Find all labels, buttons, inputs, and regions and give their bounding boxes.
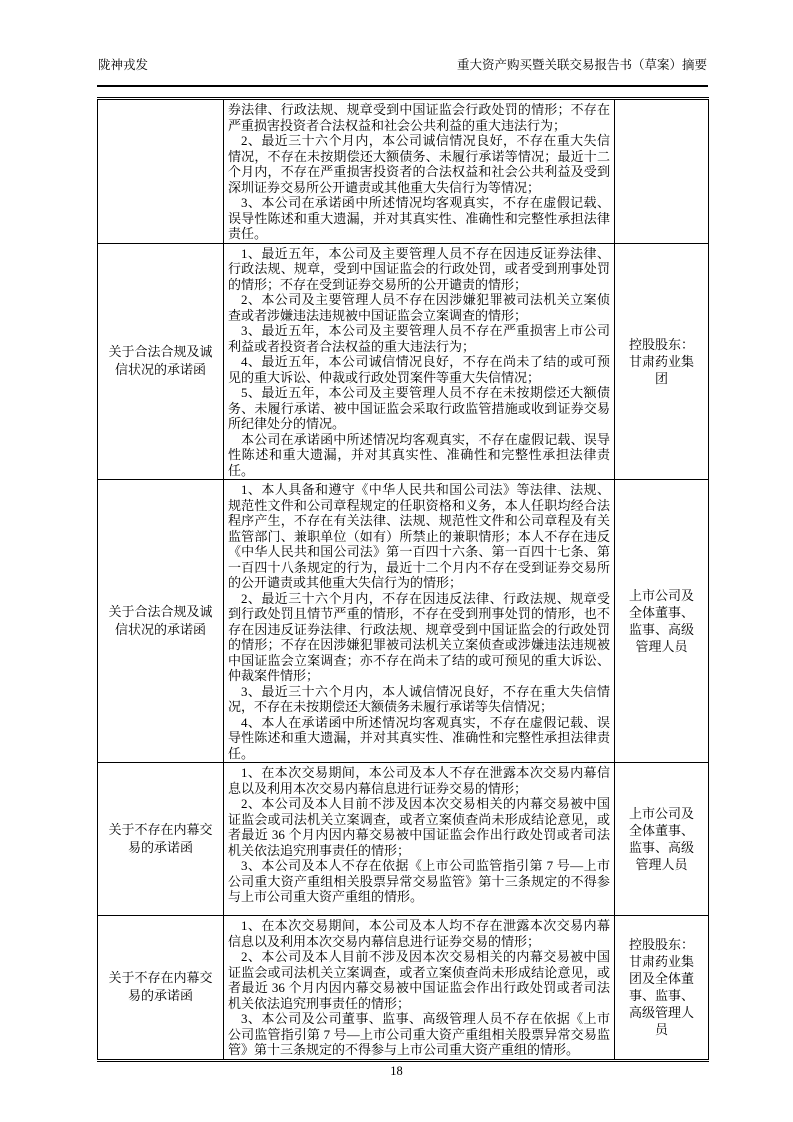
header-divider (97, 85, 708, 87)
commitment-party-cell: 上市公司及全体董事、监事、高级管理人员 (615, 763, 709, 916)
commitment-label-cell (98, 99, 224, 244)
commitment-paragraph: 3、本公司在承诺函中所述情况均客观真实，不存在虚假记载、误导性陈述和重大遗漏，并对其真实性、准确性和完整性承担法律责任。 (228, 195, 610, 241)
header-company-name: 陇神戎发 (98, 58, 149, 72)
commitment-content-cell (224, 99, 615, 244)
commitment-paragraph: 2、本公司及本人目前不涉及因本次交易相关的内幕交易被中国证监会或司法机关立案调查，或者立案侦查尚未形成结论意见，或者最近 36 个月内因内幕交易被中国证监会作出行政处罚或者司法机关依法追究刑事责任的情形； (228, 796, 610, 858)
commitment-paragraph: 券法律、行政法规、规章受到中国证监会行政处罚的情形；不存在严重损害投资者合法权益和社会公共利益的重大违法行为； (228, 102, 610, 133)
commitment-party-cell (615, 99, 709, 244)
page-footer (0, 1064, 793, 1079)
table-row-compliance-controlling-shareholder (98, 243, 709, 480)
commitment-content-cell (224, 763, 615, 916)
commitment-label-cell: 关于合法合规及诚信状况的承诺函 (98, 243, 224, 480)
commitment-paragraph: 1、最近五年，本公司及主要管理人员不存在因违反证券法律、行政法规、规章，受到中国证监会的行政处罚，或者受到刑事处罚的情形；不存在受到证券交易所的公开谴责的情形； (228, 245, 610, 292)
commitment-label-cell: 关于合法合规及诚信状况的承诺函 (98, 480, 224, 763)
header-document-title: 重大资产购买暨关联交易报告书（草案）摘要 (456, 58, 707, 72)
page-header (98, 57, 707, 73)
commitment-content-cell (224, 243, 615, 480)
commitment-paragraph: 3、本公司及本人不存在依据《上市公司监管指引第 7 号—上市公司重大资产重组相关股票异常交易监管》第十三条规定的不得参与上市公司重大资产重组的情形。 (228, 858, 610, 904)
table-row-no-insider-trading-controlling-shareholder (98, 916, 709, 1061)
commitment-paragraph: 3、本公司及公司董事、监事、高级管理人员不存在依据《上市公司监管指引第 7 号—上市公司重大资产重组相关股票异常交易监管》第十三条规定的不得参与上市公司重大资产重组的情形。 (228, 1011, 610, 1057)
commitments-table (97, 97, 709, 1062)
table-row-compliance-listed-company (98, 480, 709, 763)
page-number: 18 (390, 1064, 403, 1078)
commitment-paragraph: 2、最近三十六个月内，不存在因违反法律、行政法规、规章受到行政处罚且情节严重的情形，不存在受到刑事处罚的情形，也不存在因违反证券法律、行政法规、规章受到中国证监会的行政处罚的情形；不存在因涉嫌犯罪被司法机关立案侦查或涉嫌违法违规被中国证监会立案调查；亦不存在尚未了结的或可预见的重大诉讼、仲裁案件情形； (228, 590, 610, 683)
commitment-paragraph: 4、本人在承诺函中所述情况均客观真实，不存在虚假记载、误导性陈述和重大遗漏，并对其真实性、准确性和完整性承担法律责任。 (228, 714, 610, 761)
commitment-paragraph: 3、最近三十六个月内，本人诚信情况良好，不存在重大失信情况，不存在未按期偿还大额债务未履行承诺等失信情况； (228, 683, 610, 714)
commitment-content-cell (224, 916, 615, 1061)
commitment-paragraph: 1、在本次交易期间，本公司及本人均不存在泄露本次交易内幕信息以及利用本次交易内幕信息进行证券交易的情形； (228, 918, 610, 949)
commitment-paragraph: 2、最近三十六个月内，本公司诚信情况良好，不存在重大失信情况，不存在未按期偿还大额债务、未履行承诺等情况；最近十二个月内，不存在严重损害投资者的合法权益和社会公共利益及受到深圳证券交易所公开谴责或其他重大失信行为等情况； (228, 133, 610, 195)
table-row-no-insider-trading-listed-company (98, 763, 709, 916)
commitment-paragraph: 本公司在承诺函中所述情况均客观真实，不存在虚假记载、误导性陈述和重大遗漏，并对其真实性、准确性和完整性承担法律责任。 (228, 431, 610, 478)
commitment-label-cell: 关于不存在内幕交易的承诺函 (98, 916, 224, 1061)
commitment-paragraph: 5、最近五年，本公司及主要管理人员不存在未按期偿还大额债务、未履行承诺、被中国证监会采取行政监管措施或收到证券交易所纪律处分的情况。 (228, 385, 610, 431)
commitment-party-cell: 控股股东：甘肃药业集团 (615, 243, 709, 480)
commitment-paragraph: 2、本公司及主要管理人员不存在因涉嫌犯罪被司法机关立案侦查或者涉嫌违法违规被中国证监会立案调查的情形； (228, 292, 610, 323)
commitment-content-cell (224, 480, 615, 763)
commitment-paragraph: 3、最近五年，本公司及主要管理人员不存在严重损害上市公司利益或者投资者合法权益的重大违法行为； (228, 323, 610, 354)
table-row-continuation (98, 99, 709, 244)
commitment-paragraph: 4、最近五年，本公司诚信情况良好，不存在尚未了结的或可预见的重大诉讼、仲裁或行政处罚案件等重大失信情况； (228, 354, 610, 385)
commitment-party-cell: 控股股东：甘肃药业集团及全体董事、监事、高级管理人员 (615, 916, 709, 1061)
commitment-label-cell: 关于不存在内幕交易的承诺函 (98, 763, 224, 916)
commitment-paragraph: 1、在本次交易期间，本公司及本人不存在泄露本次交易内幕信息以及利用本次交易内幕信息进行证券交易的情形； (228, 765, 610, 796)
commitment-paragraph: 1、本人具备和遵守《中华人民共和国公司法》等法律、法规、规范性文件和公司章程规定的任职资格和义务，本人任职均经合法程序产生，不存在有关法律、法规、规范性文件和公司章程及有关监管部门、兼职单位（如有）所禁止的兼职情形；本人不存在违反《中华人民共和国公司法》第一百四十六条、第一百四十七条、第一百四十八条规定的行为，最近十二个月内不存在受到证券交易所的公开谴责或其他重大失信行为的情形； (228, 482, 610, 590)
commitment-paragraph: 2、本公司及本人目前不涉及因本次交易相关的内幕交易被中国证监会或司法机关立案调查，或者立案侦查尚未形成结论意见，或者最近 36 个月内因内幕交易被中国证监会作出行政处罚或者司法机关依法追究刑事责任的情形； (228, 949, 610, 1011)
commitment-party-cell: 上市公司及全体董事、监事、高级管理人员 (615, 480, 709, 763)
